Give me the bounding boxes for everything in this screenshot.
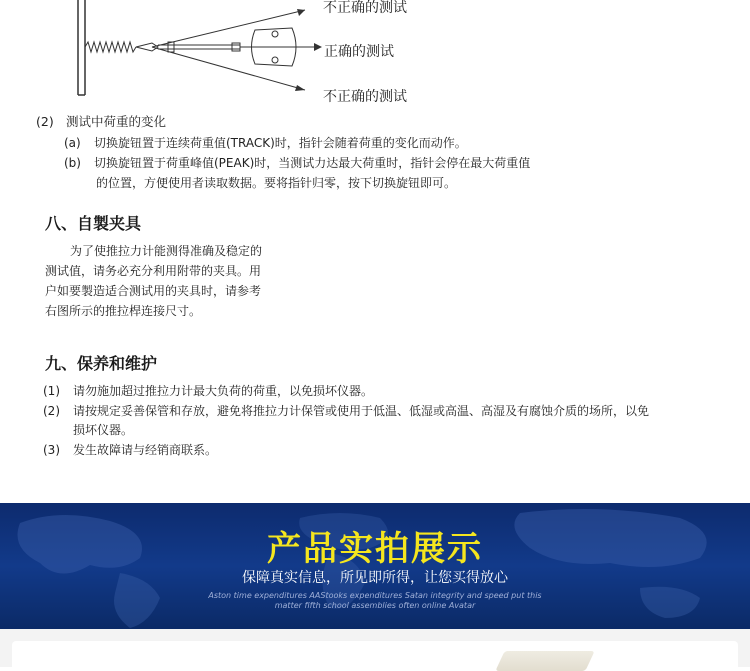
hook-connector <box>136 43 158 51</box>
item-b-number: (b) <box>64 156 81 170</box>
maintenance-item-1-number: (1) <box>43 384 60 398</box>
arrow-bottom-icon <box>295 85 305 91</box>
maintenance-item-2-number: (2) <box>43 404 60 418</box>
rod-joint-2 <box>232 43 240 51</box>
banner-subtitle: 保障真实信息，所见即所得，让您买得放心 <box>242 570 508 586</box>
spring-icon <box>85 42 136 52</box>
section-9-heading: 九、保养和维护 <box>45 354 158 373</box>
maintenance-item-2-text: 请按规定妥善保管和存放，避免将推拉力计保管或使用于低温、低湿或高温、高湿及有腐蚀介质的场所，以免 <box>73 404 650 418</box>
section-8-line-1: 为了使推拉力计能测得准确及稳定的 <box>70 244 263 258</box>
section-8-line-2: 测试值，请务必充分利用附带的夹具。用 <box>45 264 262 278</box>
item-a-text: 切换旋钮置于连续荷重值(TRACK)时，指针会随着荷重的变化而动作。 <box>94 136 467 150</box>
maintenance-item-2-continued-text: 损坏仪器。 <box>73 423 134 437</box>
product-photo-area <box>0 629 750 667</box>
item-2-number: (2) <box>36 114 54 129</box>
label-correct: 正确的测试 <box>324 44 394 60</box>
section-8-line-4: 右图所示的推拉桿连接尺寸。 <box>45 304 202 318</box>
maintenance-item-3-text: 发生故障请与经销商联系。 <box>73 443 218 457</box>
section-8-heading: 八、自製夹具 <box>45 214 142 233</box>
item-2 <box>36 113 166 131</box>
banner-english-line-2: matter fifth school assemblies often online Avatar <box>274 601 476 610</box>
maintenance-item-2-continued <box>43 421 133 439</box>
maintenance-item-2 <box>43 402 649 420</box>
maintenance-item-1 <box>43 382 373 400</box>
item-2-text: 测试中荷重的变化 <box>66 114 167 129</box>
rod-joint <box>168 42 174 52</box>
maintenance-item-1-text: 请勿施加超过推拉力计最大负荷的荷重，以免损坏仪器。 <box>73 384 374 398</box>
item-b <box>64 154 530 172</box>
banner-english-line-1: Aston time expenditures AAStooks expenditures Satan integrity and speed put this <box>208 591 542 600</box>
item-b-text: 切换旋钮置于荷重峰值(PEAK)时，当测试力达最大荷重时，指针会停在最大荷重值 <box>94 156 531 170</box>
label-incorrect-bottom: 不正确的测试 <box>323 89 407 105</box>
incorrect-direction-bottom <box>152 47 305 90</box>
maintenance-item-3-number: (3) <box>43 443 60 457</box>
label-incorrect-top: 不正确的测试 <box>323 0 407 16</box>
arrow-top-icon <box>297 9 305 16</box>
banner-title: 产品实拍展示 <box>267 529 483 569</box>
gauge-knob-2 <box>272 57 278 63</box>
arrow-mid-icon <box>314 43 322 51</box>
section-8-line-3: 户如要製造适合测试用的夹具时，请参考 <box>45 284 262 298</box>
item-a <box>64 134 467 152</box>
item-a-number: (a) <box>64 136 81 150</box>
maintenance-item-3 <box>43 441 217 459</box>
item-b-continued: 的位置，方便使用者读取数据。要将指针归零，按下切换旋钮即可。 <box>96 176 457 190</box>
test-direction-diagram <box>60 0 440 108</box>
product-photo-banner <box>0 503 750 629</box>
gauge-knob <box>272 31 278 37</box>
product-photo-object <box>495 651 594 671</box>
